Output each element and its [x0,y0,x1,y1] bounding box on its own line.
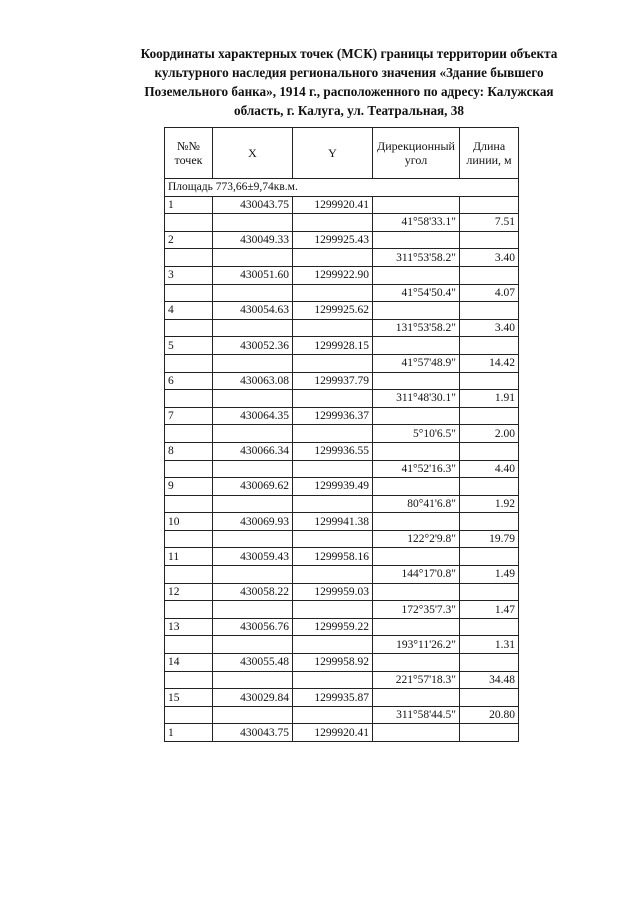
cell-line-length [460,372,519,390]
cell-y: 1299922.90 [293,266,373,284]
table-row [165,689,519,707]
cell-line-length [460,618,519,636]
cell-direction-angle [373,266,460,284]
cell-line-length [460,548,519,566]
cell-line-length: 2.00 [460,425,519,443]
cell-direction-angle: 41°58'33.1" [373,214,460,232]
cell-direction-angle: 311°48'30.1" [373,390,460,408]
cell-direction-angle: 144°17'0.8" [373,566,460,584]
cell-line-length [460,689,519,707]
cell-x: 430069.62 [213,478,293,496]
table-row [165,249,519,267]
cell-line-length [460,407,519,425]
cell-direction-angle [373,302,460,320]
table-row [165,530,519,548]
cell-y: 1299928.15 [293,337,373,355]
cell-line-length: 14.42 [460,354,519,372]
cell-x [213,284,293,302]
cell-point-number [165,390,213,408]
cell-line-length: 19.79 [460,530,519,548]
cell-point-number: 1 [165,196,213,214]
cell-point-number: 15 [165,689,213,707]
cell-y: 1299958.16 [293,548,373,566]
cell-point-number: 11 [165,548,213,566]
cell-point-number [165,706,213,724]
cell-direction-angle [373,654,460,672]
cell-point-number [165,460,213,478]
cell-direction-angle: 41°54'50.4" [373,284,460,302]
table-row [165,460,519,478]
cell-x: 430029.84 [213,689,293,707]
cell-y [293,636,373,654]
cell-line-length: 1.31 [460,636,519,654]
table-row [165,513,519,531]
cell-x [213,566,293,584]
cell-point-number [165,530,213,548]
table-row [165,566,519,584]
cell-direction-angle [373,583,460,601]
cell-point-number: 4 [165,302,213,320]
table-row [165,372,519,390]
cell-point-number [165,319,213,337]
cell-point-number: 9 [165,478,213,496]
table-row [165,724,519,742]
document-title [118,44,580,120]
cell-x [213,319,293,337]
cell-y [293,460,373,478]
cell-line-length [460,654,519,672]
cell-point-number: 8 [165,442,213,460]
cell-line-length: 4.07 [460,284,519,302]
cell-line-length: 1.91 [460,390,519,408]
cell-line-length [460,196,519,214]
cell-y [293,530,373,548]
table-row [165,319,519,337]
cell-point-number: 3 [165,266,213,284]
cell-y: 1299920.41 [293,724,373,742]
cell-point-number [165,354,213,372]
cell-direction-angle: 221°57'18.3" [373,671,460,689]
cell-x: 430043.75 [213,196,293,214]
cell-x [213,460,293,478]
cell-y: 1299939.49 [293,478,373,496]
cell-line-length [460,337,519,355]
title-line: культурного наследия регионального значения «Здание бывшего [154,65,544,80]
cell-x: 430066.34 [213,442,293,460]
cell-x [213,390,293,408]
header-x: X [213,128,293,179]
cell-x [213,636,293,654]
table-row [165,583,519,601]
cell-direction-angle [373,231,460,249]
cell-x: 430069.93 [213,513,293,531]
header-point-number: №№ точек [165,128,213,179]
table-row [165,442,519,460]
title-line: Поземельного банка», 1914 г., расположенного по адресу: Калужская [144,84,554,99]
cell-line-length [460,583,519,601]
cell-y [293,601,373,619]
cell-line-length: 34.48 [460,671,519,689]
cell-direction-angle: 122°2'9.8" [373,530,460,548]
cell-x [213,706,293,724]
cell-point-number: 7 [165,407,213,425]
cell-direction-angle [373,372,460,390]
cell-x [213,249,293,267]
cell-direction-angle [373,689,460,707]
cell-direction-angle: 172°35'7.3" [373,601,460,619]
cell-y [293,214,373,232]
cell-direction-angle [373,337,460,355]
cell-x: 430043.75 [213,724,293,742]
cell-point-number: 13 [165,618,213,636]
cell-direction-angle: 41°57'48.9" [373,354,460,372]
cell-x: 430058.22 [213,583,293,601]
cell-x: 430049.33 [213,231,293,249]
cell-direction-angle: 41°52'16.3" [373,460,460,478]
table-row [165,654,519,672]
cell-x: 430055.48 [213,654,293,672]
cell-y: 1299959.22 [293,618,373,636]
cell-x [213,354,293,372]
cell-point-number [165,671,213,689]
cell-point-number [165,636,213,654]
cell-point-number: 14 [165,654,213,672]
cell-y [293,354,373,372]
table-row [165,390,519,408]
cell-x: 430056.76 [213,618,293,636]
cell-direction-angle: 311°53'58.2" [373,249,460,267]
cell-y: 1299959.03 [293,583,373,601]
cell-y: 1299920.41 [293,196,373,214]
cell-line-length: 1.47 [460,601,519,619]
cell-y: 1299937.79 [293,372,373,390]
cell-x: 430059.43 [213,548,293,566]
cell-y: 1299925.43 [293,231,373,249]
table-row [165,495,519,513]
cell-x [213,495,293,513]
table-row [165,214,519,232]
cell-y [293,249,373,267]
cell-point-number: 10 [165,513,213,531]
cell-y: 1299935.87 [293,689,373,707]
cell-point-number [165,495,213,513]
cell-x [213,214,293,232]
cell-x: 430052.36 [213,337,293,355]
cell-point-number [165,284,213,302]
cell-line-length: 1.92 [460,495,519,513]
cell-y [293,706,373,724]
table-row [165,618,519,636]
area-row [165,179,519,197]
cell-line-length: 20.80 [460,706,519,724]
table-row [165,407,519,425]
cell-y [293,284,373,302]
cell-y: 1299941.38 [293,513,373,531]
title-line: область, г. Калуга, ул. Театральная, 38 [234,103,464,118]
cell-point-number [165,214,213,232]
cell-line-length: 4.40 [460,460,519,478]
cell-x: 430054.63 [213,302,293,320]
cell-line-length [460,442,519,460]
cell-line-length [460,724,519,742]
cell-x: 430051.60 [213,266,293,284]
table-row [165,601,519,619]
cell-point-number: 5 [165,337,213,355]
cell-direction-angle: 5°10'6.5" [373,425,460,443]
cell-line-length [460,478,519,496]
cell-line-length: 3.40 [460,249,519,267]
cell-line-length: 7.51 [460,214,519,232]
table-row [165,196,519,214]
cell-y: 1299936.37 [293,407,373,425]
cell-direction-angle: 131°53'58.2" [373,319,460,337]
area-value: Площадь 773,66±9,74кв.м. [165,179,519,197]
cell-direction-angle [373,478,460,496]
table-row [165,354,519,372]
cell-point-number [165,249,213,267]
cell-direction-angle: 311°58'44.5" [373,706,460,724]
table-row [165,284,519,302]
cell-y: 1299936.55 [293,442,373,460]
title-line: Координаты характерных точек (МСК) границы территории объекта [140,46,558,61]
cell-y [293,495,373,513]
coordinates-table [164,127,519,742]
cell-line-length: 1.49 [460,566,519,584]
cell-y [293,671,373,689]
cell-direction-angle [373,724,460,742]
cell-line-length [460,513,519,531]
cell-point-number [165,425,213,443]
cell-direction-angle [373,548,460,566]
table-header-row [165,128,519,179]
table-row [165,706,519,724]
table-row [165,548,519,566]
cell-direction-angle [373,618,460,636]
table-row [165,302,519,320]
cell-y [293,390,373,408]
header-y: Y [293,128,373,179]
cell-y [293,566,373,584]
cell-line-length [460,231,519,249]
cell-direction-angle: 80°41'6.8" [373,495,460,513]
cell-direction-angle [373,442,460,460]
cell-point-number [165,601,213,619]
cell-x [213,601,293,619]
cell-y: 1299925.62 [293,302,373,320]
cell-x: 430063.08 [213,372,293,390]
cell-point-number: 1 [165,724,213,742]
table-row [165,337,519,355]
cell-line-length: 3.40 [460,319,519,337]
table-row [165,231,519,249]
cell-line-length [460,266,519,284]
cell-y: 1299958.92 [293,654,373,672]
cell-direction-angle [373,196,460,214]
cell-direction-angle [373,407,460,425]
cell-y [293,319,373,337]
cell-direction-angle [373,513,460,531]
header-direction-angle: Дирекционный угол [373,128,460,179]
table-row [165,266,519,284]
cell-x [213,530,293,548]
cell-x: 430064.35 [213,407,293,425]
table-row [165,425,519,443]
cell-y [293,425,373,443]
cell-x [213,671,293,689]
cell-x [213,425,293,443]
cell-point-number [165,566,213,584]
cell-point-number: 12 [165,583,213,601]
cell-point-number: 2 [165,231,213,249]
table-row [165,636,519,654]
table-row [165,671,519,689]
cell-direction-angle: 193°11'26.2" [373,636,460,654]
cell-line-length [460,302,519,320]
header-line-length: Длина линии, м [460,128,519,179]
table-row [165,478,519,496]
cell-point-number: 6 [165,372,213,390]
